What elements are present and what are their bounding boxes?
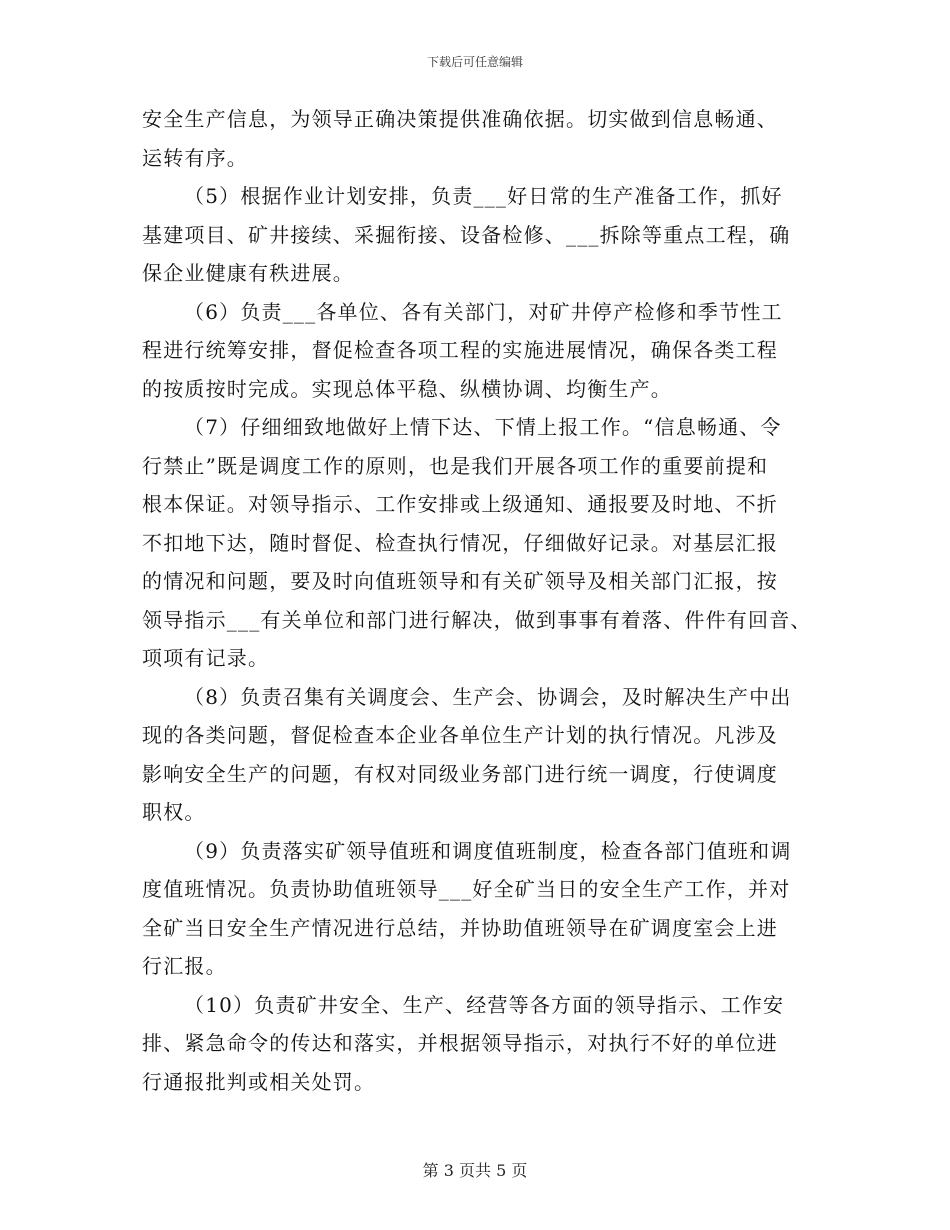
text-line: 全矿当日安全生产情况进行总结，并协助值班领导在矿调度室会上进 <box>142 915 778 940</box>
paragraph-item-6 <box>142 293 822 409</box>
text-line: （9）负责落实矿领导值班和调度值班制度，检查各部门值班和调 <box>184 838 792 863</box>
page-header: 下载后可任意编辑 <box>426 55 523 69</box>
paragraph-item-8 <box>142 678 822 832</box>
text-line: 运转有序。 <box>142 145 248 170</box>
paragraph-item-9 <box>142 832 822 986</box>
text-line: 职权。 <box>142 800 206 824</box>
text-line: 根本保证。对领导指示、工作安排或上级通知、通报要及时地、不折 <box>142 492 778 516</box>
text-line: （8）负责召集有关调度会、生产会、协调会，及时解决生产中出 <box>184 684 792 709</box>
text-line: 项项有记录。 <box>142 646 270 670</box>
page-number-footer: 第 3 页共 5 页 <box>422 1161 528 1180</box>
text-line: 领导指示___有关单位和部门进行解决，做到事事有着落、件件有回音、 <box>142 607 812 632</box>
text-line: 行禁止”既是调度工作的原则，也是我们开展各项工作的重要前提和 <box>142 453 769 478</box>
text-line: 程进行统筹安排，督促检查各项工程的实施进展情况，确保各类工程 <box>142 338 778 362</box>
text-line: 保企业健康有秩进展。 <box>142 261 354 285</box>
text-line: 安全生产信息，为领导正确决策提供准确依据。切实做到信息畅通、 <box>142 107 778 131</box>
paragraph-item-7 <box>142 408 822 678</box>
text-line: 现的各类问题，督促检查本企业各单位生产计划的执行情况。凡涉及 <box>142 723 778 747</box>
paragraph-item-10 <box>142 986 822 1102</box>
text-line: （6）负责___各单位、各有关部门，对矿井停产检修和季节性工 <box>184 299 783 324</box>
text-line: 的情况和问题，要及时向值班领导和有关矿领导及相关部门汇报，按 <box>142 569 778 593</box>
text-line: 排、紧急命令的传达和落实，并根据领导指示，对执行不好的单位进 <box>142 1031 778 1055</box>
text-line: 基建项目、矿井接续、采掘衔接、设备检修、___拆除等重点工程，确 <box>142 222 791 247</box>
text-line: 的按质按时完成。实现总体平稳、纵横协调、均衡生产。 <box>142 376 672 401</box>
text-line: 不扣地下达，随时督促、检查执行情况，仔细做好记录。对基层汇报 <box>142 530 778 555</box>
paragraph-continuation <box>142 100 822 177</box>
text-line: 影响安全生产的问题，有权对同级业务部门进行统一调度，行使调度 <box>142 761 778 786</box>
text-line: （5）根据作业计划安排，负责___好日常的生产准备工作，抓好 <box>184 184 783 208</box>
text-line: 行通报批判或相关处罚。 <box>142 1069 376 1094</box>
text-line: 行汇报。 <box>142 954 227 978</box>
text-line: 度值班情况。负责协助值班领导___好全矿当日的安全生产工作，并对 <box>142 877 791 901</box>
text-line: （7）仔细细致地做好上情下达、下情上报工作。“信息畅通、令 <box>184 415 782 439</box>
document-body <box>142 100 822 1101</box>
text-line: （10）负责矿井安全、生产、经营等各方面的领导指示、工作安 <box>184 992 785 1017</box>
paragraph-item-5 <box>142 177 822 293</box>
